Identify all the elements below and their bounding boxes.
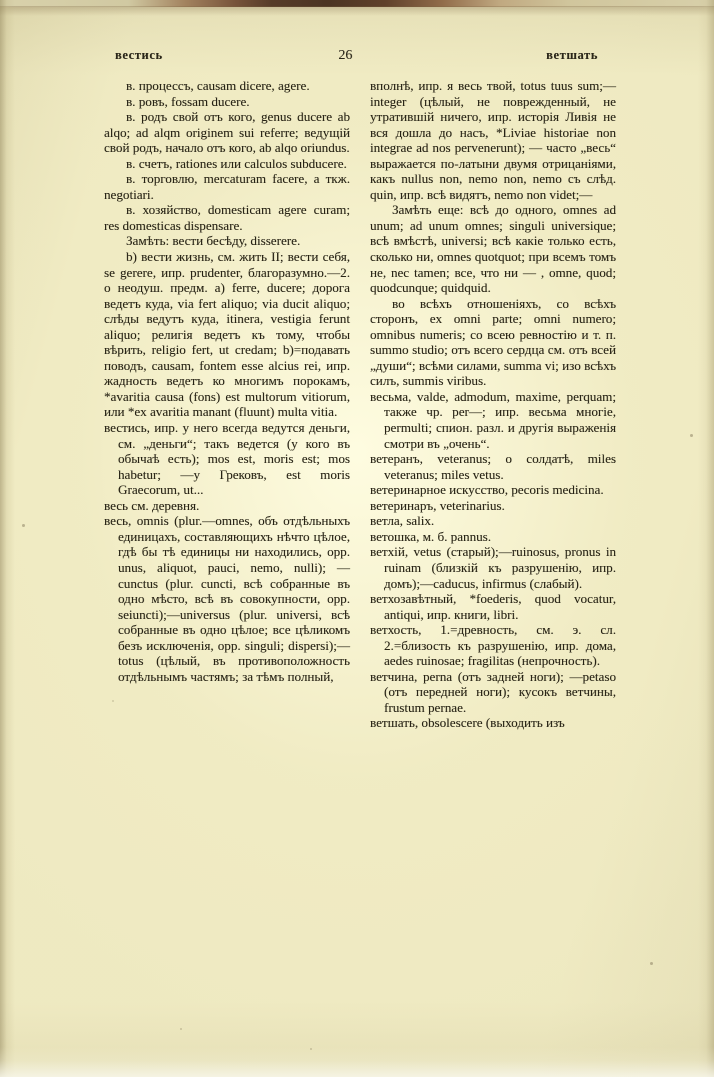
dictionary-entry: ветхій, vetus (старый);—ruinosus, pronus in ruinam (близкій къ разрушенію, ипр. домъ);—caducus, infirmus (слабый). <box>370 544 616 591</box>
dictionary-entry: весьма, valde, admodum, maxime, perquam; также чр. per—; ипр. весьма многіе, permulti; спион. разл. и другія выраженія смотри въ „очень“. <box>370 388 616 451</box>
running-head-left-word: вестись <box>115 48 163 62</box>
column-left <box>104 78 350 731</box>
dictionary-entry: в. хозяйство, domesticam agere curam; res domesticas dispensare. <box>104 202 350 233</box>
dictionary-entry: ветла, salix. <box>370 513 435 529</box>
dictionary-entry: весь, omnis (plur.—omnes, объ отдѣльныхъ единицахъ, составляющихъ нѣчто цѣлое, гдѣ бы тѣ единицы ни находились, opp. unus, aliquot, pauci, nemo, nulli); —cunctus (plur. cuncti, всѣ собранные въ одно мѣсто, всѣ въ совокупности, opp. seiuncti);—universus (plur. universi, всѣ собранные въ одно цѣлое; все цѣликомъ безъ исключенія, opp. singuli; dispersi);—totus (цѣлый, въ противоположность отдѣльнымъ частямъ; за тѣмъ полный, <box>104 513 350 684</box>
dictionary-entry: ветшать, obsolescere (выходить изъ <box>370 715 565 731</box>
running-head <box>105 48 610 64</box>
dictionary-entry: в. торговлю, mercaturam facere, а ткж. negotiari. <box>104 171 350 202</box>
running-head-right-word: ветшать <box>546 48 598 62</box>
page-number: 26 <box>338 48 353 63</box>
dictionary-entry: ветеринаръ, veterinarius. <box>370 497 505 513</box>
dictionary-entry: Замѣть: вести бесѣду, disserere. <box>126 233 301 249</box>
dictionary-entry: ветчина, perna (отъ задней ноги); —petaso (отъ передней ноги); кусокъ ветчины, frustum pernae. <box>370 668 616 715</box>
dictionary-entry: вполнѣ, ипр. я весь твой, totus tuus sum;—integer (цѣлый, не поврежденный, не утратившій ничего, ипр. исторія Ливія не вся дошла до насъ, *Liviae historiae non integrae ad nos pervenerunt); — часто „весь“ выражается по-латыни двумя отрицаніями, какъ nullus non, nemo non, nemo съ слѣд. quin, ипр. всѣ видятъ, nemo non videt;— <box>370 78 616 202</box>
dictionary-entry: весь см. деревня. <box>104 497 200 513</box>
dictionary-entry: в. родъ свой отъ кого, genus ducere ab alqo; ad alqm originem sui referre; ведущій свой родъ, начало отъ кого, ab alqo oriundus. <box>104 109 350 156</box>
column-right <box>370 78 616 731</box>
dictionary-entry: b) вести жизнь, см. жить II; вести себя, se gerere, ипр. prudenter, благоразумно.—2. о неодуш. предм. а) ferre, ducere; дорога ведетъ куда, via fert aliquo; via ducit aliquo; слѣды ведутъ куда, itinera, vestigia ferunt aliquo; религія ведетъ къ тому, чтобы вѣрить, religio fert, ut credam; b)=подавать поводъ, causam, fontem esse alcius rei, ипр. жадность ведетъ ко многимъ порокамъ, *avaritia causa (fons) est multorum vitiorum, или *ex avaritia manant (fluunt) multa vitia. <box>104 249 350 420</box>
dictionary-entry: в. процессъ, causam dicere, agere. <box>126 78 310 93</box>
dictionary-entry: ветошка, м. б. pannus. <box>370 528 492 544</box>
text-columns <box>0 78 714 731</box>
dictionary-entry: в. счетъ, rationes или calculos subducere. <box>126 155 347 171</box>
dictionary-entry: ветеринарное искусство, pecoris medicina. <box>370 482 604 498</box>
dictionary-entry: ветхость, 1.=древность, см. э. сл. 2.=близость къ разрушенію, ипр. дома, aedes ruinosae; fragilitas (непрочность). <box>370 622 616 669</box>
dictionary-entry: в. ровъ, fossam ducere. <box>126 93 250 109</box>
dictionary-entry: Замѣть еще: всѣ до одного, omnes ad unum; ad unum omnes; singuli universique; всѣ вмѣстѣ, universi; всѣ какіе только есть, сколько ни, omnes quotquot; при всемъ томъ не, nec tamen; все, что ни — , omne, quod; quodcunque; quidquid. <box>370 202 616 296</box>
dictionary-entry: ветхозавѣтный, *foederis, quod vocatur, antiqui, ипр. книги, libri. <box>370 591 616 622</box>
dictionary-entry: ветеранъ, veteranus; о солдатѣ, miles veteranus; miles vetus. <box>370 451 616 482</box>
dictionary-entry: вестись, ипр. у него всегда ведутся деньги, см. „деньги“; такъ ведется (у кого въ обычаѣ есть); mos est, moris est; mos habetur; —у Грековъ, est moris Graecorum, ut... <box>104 420 350 498</box>
dictionary-entry: во всѣхъ отношеніяхъ, со всѣхъ сторонъ, ex omni parte; omni numero; omnibus numeris; со всею ревностію и т. п. summo studio; отъ всего сердца см. отъ всей „души“; всѣми силами, summa vi; изо всѣхъ силъ, summis viribus. <box>370 295 616 389</box>
